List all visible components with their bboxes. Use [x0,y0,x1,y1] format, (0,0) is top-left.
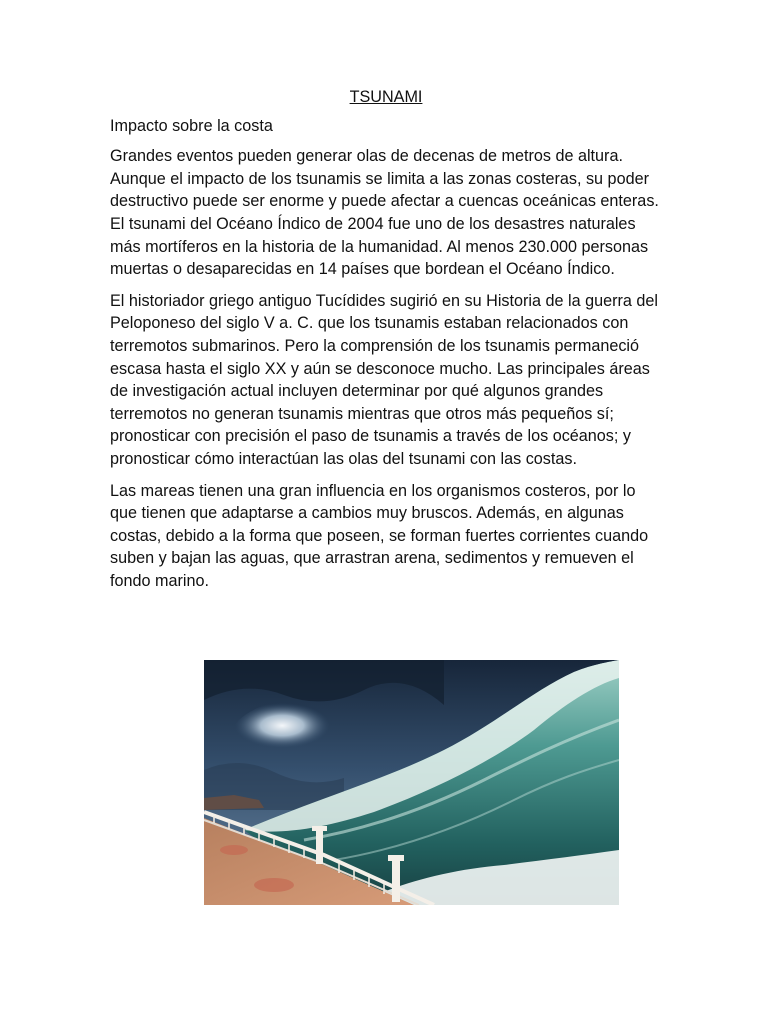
paragraph-3: Las mareas tienen una gran influencia en los organismos costeros, por lo que tienen que adaptarse a cambios muy bruscos. Además, en algunas costas, debido a la forma que poseen, se forman fuertes corrientes cuando suben y bajan las aguas, que arrastran arena, sedimentos y remueven el fondo marino. [110,481,649,590]
page-title: TSUNAMI [349,88,423,106]
paragraph-2: El historiador griego antiguo Tucídides sugirió en su Historia de la guerra del Peloponeso del siglo V a. C. que los tsunamis estaban relacionados con terremotos submarinos. Pero la comprensión de los tsunamis permaneció escasa hasta el siglo XX y aún se desconoce mucho. Las principales áreas de investigación actual incluyen determinar por qué algunos grandes terremotos no generan tsunamis mientras que otros más pequeños sí; pronosticar con precisión el paso de tsunamis a través de los océanos; y pronosticar cómo interactúan las olas del tsunami con las costas. [110,291,658,468]
railing-post [392,860,400,902]
paragraph-1: Grandes eventos pueden generar olas de decenas de metros de altura. Aunque el impacto de los tsunamis se limita a las zonas costeras, su poder destructivo puede ser enorme y puede afectar a cuencas oceánicas enteras. El tsunami del Océano Índico de 2004 fue uno de los desastres naturales más mortíferos en la historia de la humanidad. Al menos 230.000 personas muertas o desaparecidas en 14 países que bordean el Océano Índico. [110,147,659,279]
document-body [110,86,662,601]
floor-pattern [254,878,294,892]
tsunami-wave-image [204,660,619,905]
railing-post [316,830,323,864]
railing-post-cap [312,826,327,831]
floor-pattern [220,845,248,855]
railing-post-cap [388,855,404,861]
section-subtitle: Impacto sobre la costa [110,116,273,135]
tsunami-illustration [204,660,619,905]
